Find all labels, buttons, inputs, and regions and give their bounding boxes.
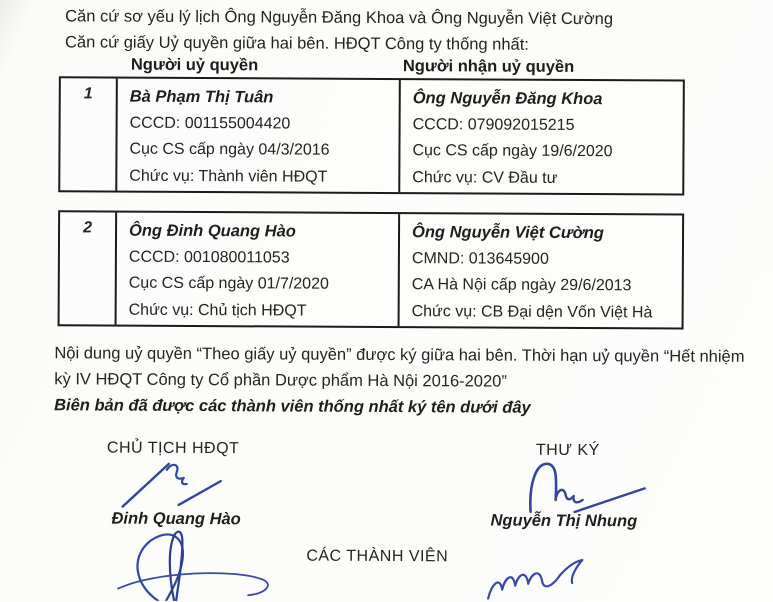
person-name: Ông Nguyễn Việt Cường xyxy=(411,223,604,243)
column-header-grantee: Người nhận uỷ quyền xyxy=(402,57,575,76)
chairman-name: Đinh Quang Hào xyxy=(111,509,241,529)
person-id-line: CCCD: 001080011053 xyxy=(128,248,290,266)
authorization-table-row-2 xyxy=(58,210,685,329)
person-name: Ông Nguyễn Đăng Khoa xyxy=(412,89,603,109)
column-header-grantor: Người uỷ quyền xyxy=(130,55,259,75)
intro-line-2: Căn cứ giấy Uỷ quyền giữa hai bên. HĐQT Công ty thống nhất: xyxy=(64,33,529,54)
grantee-cell xyxy=(400,214,683,327)
person-title-line: Chức vụ: CB Đại dện Vốn Việt Hà xyxy=(411,302,653,321)
authorization-content-paragraph: Nội dung uỷ quyền “Theo giấy uỷ quyền” được ký giữa hai bên. Thời hạn uỷ quyền “Hết nhiệm kỳ IV HĐQT Công ty Cổ phần Dược phẩm Hà Nội 2016-2020” xyxy=(54,344,745,391)
secretary-name: Nguyễn Thị Nhung xyxy=(490,511,638,531)
grantee-cell xyxy=(400,80,683,193)
secretary-signature xyxy=(523,458,693,519)
chairman-signature xyxy=(117,457,267,512)
person-id-line: CCCD: 001155004420 xyxy=(129,114,291,132)
grantor-cell xyxy=(117,79,401,192)
chairman-title: CHỦ TỊCH HĐQT xyxy=(106,439,240,458)
intro-paragraph xyxy=(65,3,745,59)
members-title: CÁC THÀNH VIÊN xyxy=(306,547,449,566)
secretary-title: THƯ KÝ xyxy=(535,441,600,460)
person-title-line: Chức vụ: Thành viên HĐQT xyxy=(129,167,328,186)
person-title-line: Chức vụ: CV Đầu tư xyxy=(412,168,558,187)
person-issue-line: CA Hà Nội cấp ngày 29/6/2013 xyxy=(411,276,632,295)
agreement-statement: Biên bản đã được các thành viên thống nhất ký tên dưới đây xyxy=(54,396,531,417)
intro-line-1: Căn cứ sơ yếu lý lịch Ông Nguyễn Đăng Khoa và Ông Nguyễn Việt Cường xyxy=(65,7,614,29)
member-signature-right xyxy=(480,556,670,602)
person-id-line: CCCD: 079092015215 xyxy=(412,115,575,134)
person-title-line: Chức vụ: Chủ tịch HĐQT xyxy=(128,301,307,320)
row-number: 1 xyxy=(60,78,118,190)
person-id-line: CMND: 013645900 xyxy=(411,249,549,268)
person-name: Bà Phạm Thị Tuân xyxy=(129,87,274,107)
person-issue-line: Cục CS cấp ngày 01/7/2020 xyxy=(128,274,329,293)
member-signature-left xyxy=(116,527,296,602)
person-name: Ông Đinh Quang Hào xyxy=(129,221,296,241)
person-issue-line: Cục CS cấp ngày 04/3/2016 xyxy=(129,140,330,159)
grantor-cell xyxy=(117,213,401,326)
row-number: 2 xyxy=(60,212,118,324)
person-issue-line: Cục CS cấp ngày 19/6/2020 xyxy=(412,142,613,161)
authorization-table-row-1 xyxy=(58,76,685,195)
